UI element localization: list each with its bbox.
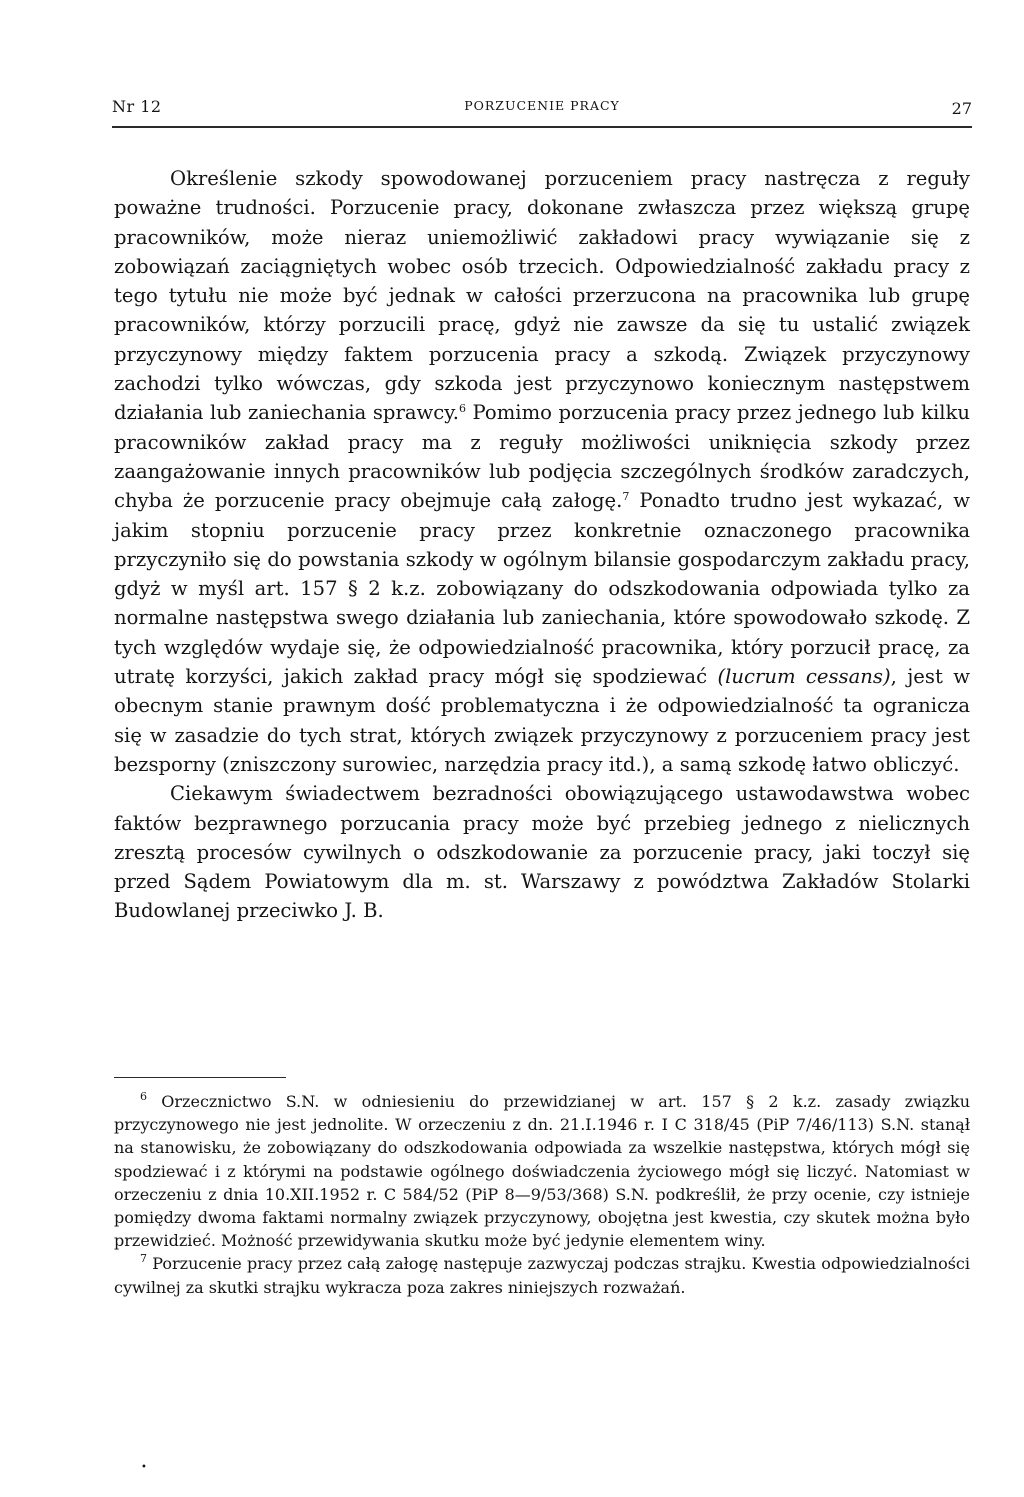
footnote-ref-7: 7 [622,490,630,504]
p1-italic-term: (lucrum cessans) [717,665,891,689]
footnote-6-mark: 6 [140,1090,147,1103]
footnote-6 [114,1090,970,1252]
header-rule [112,126,972,128]
footnote-6-text: Orzecznictwo S.N. w odniesieniu do przewidzianej w art. 157 § 2 k.z. zasady związku przyczynowego nie jest jednolite. W orzeczeniu z dn. 21.I.1946 r. I C 318/45 (PiP 7/46/113) S.N. stanął na stanowisku, że zobowiązany do odszkodowania odpowiada za wszelkie następstwa, których mógł się spodziewać i z którymi na podstawie ogólnego doświadczenia życiowego mógł się liczyć. Natomiast w orzeczeniu z dnia 10.XII.1952 r. C 584/52 (PiP 8—9/53/368) S.N. podkreślił, że przy ocenie, czy istnieje pomiędzy dwoma faktami normalny związek przyczynowy, obojętna jest kwestia, czy skutek można było przewidzieć. Możność przewidywania skutku może być jedynie elementem winy. [114,1092,970,1251]
paragraph-2: Ciekawym świadectwem bezradności obowiązującego ustawodawstwa wobec faktów bezprawnego porzucania pracy może być przebieg jednego z nielicznych zresztą procesów cywilnych o odszkodowanie za porzucenie pracy, jaki toczył się przed Sądem Powiatowym dla m. st. Warszawy z powództwa Zakładów Stolarki Budowlanej przeciwko J. B. [114,782,970,923]
footnote-7-mark: 7 [140,1252,147,1266]
running-title: PORZUCENIE PRACY [464,98,620,113]
footnote-rule [114,1077,286,1078]
main-text [114,164,970,926]
p1-part-c: Ponadto trudno jest wykazać, w jakim stopniu porzucenie pracy przez konkretnie oznaczonego pracownika przyczyniło się do powstania szkody w ogólnym bilansie gospodarczym zakładu pracy, gdyż w myśl art. 157 § 2 k.z. zobowiązany do odszkodowania odpowiada tylko za normalne następstwa swego działania lub zaniechania, które spowodowało szkodę. Z tych względów wydaje się, że odpowiedzialność pracownika, który porzucił pracę, za utratę korzyści, jakich zakład pracy mógł się spodziewać [114,489,970,689]
page-number: 27 [951,99,972,118]
footnotes [114,1090,970,1299]
stray-mark: • [141,1462,147,1473]
paragraph-1 [114,164,970,779]
footnote-7 [114,1252,970,1298]
p1-part-b: Pomimo porzucenia pracy przez jednego lub kilku pracowników zakład pracy ma z reguły możliwości uniknięcia szkody przez zaangażowanie innych pracowników lub podjęcia szczególnych środków zaradczych, chyba że porzucenie pracy obejmuje całą załogę. [114,401,970,513]
p1-part-a: Określenie szkody spowodowanej porzuceniem pracy nastręcza z reguły poważne trudności. Porzucenie pracy, dokonane zwłaszcza przez większą grupę pracowników, może nieraz uniemożliwić zakładowi pracy wywiązanie się z zobowiązań zaciągniętych wobec osób trzecich. Odpowiedzialność zakładu pracy z tego tytułu nie może być jednak w całości przerzucona na pracownika lub grupę pracowników, którzy porzucili pracę, gdyż nie zawsze da się tu ustalić związek przyczynowy między faktem porzucenia pracy a szkodą. Związek przyczynowy zachodzi tylko wówczas, gdy szkoda jest przyczynowo koniecznym następstwem działania lub zaniechania sprawcy. [114,167,970,425]
p1-part-d: , jest w obecnym stanie prawnym dość problematyczna i że odpowiedzialność ta ogranicza się w zasadzie do tych strat, których związek przyczynowy z porzuceniem pracy jest bezsporny (zniszczony surowiec, narzędzia pracy itd.), a samą szkodę łatwo obliczyć. [114,665,971,776]
footnote-7-text: Porzucenie pracy przez całą załogę następuje zazwyczaj podczas strajku. Kwestia odpowiedzialności cywilnej za skutki strajku wykracza poza zakres niniejszych rozważań. [114,1254,970,1297]
issue-number: Nr 12 [112,97,162,116]
running-header [112,97,972,127]
footnote-ref-6: 6 [458,402,466,416]
